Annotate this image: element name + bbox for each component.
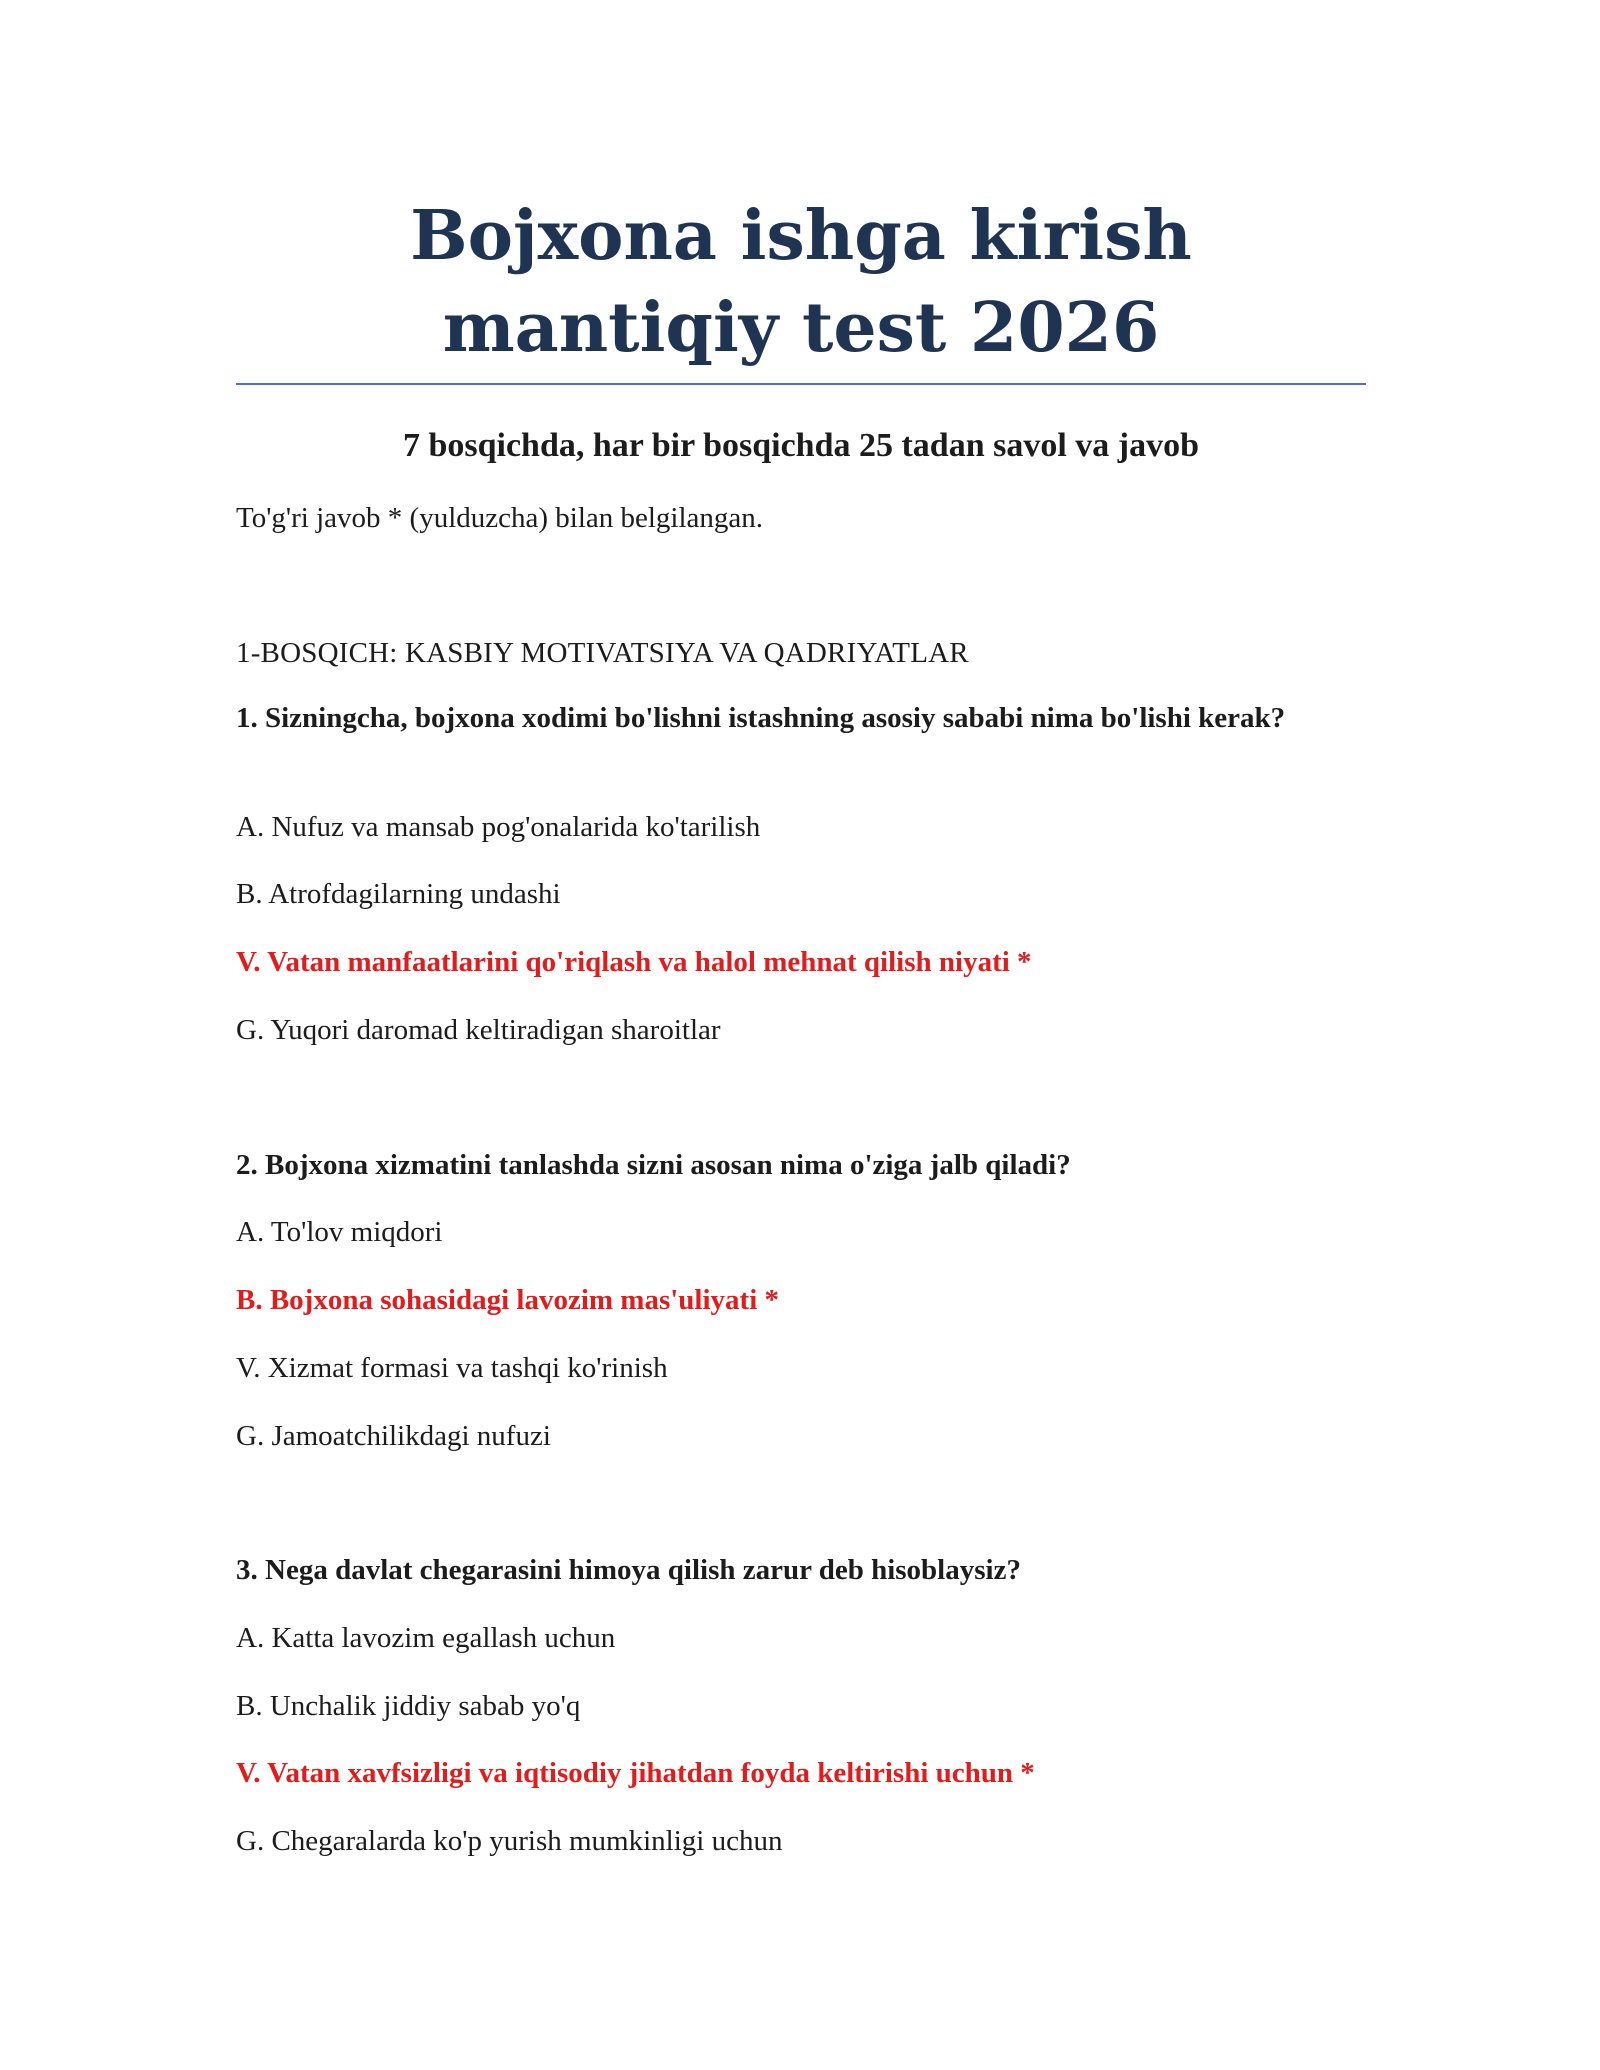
document-subtitle: 7 bosqichda, har bir bosqichda 25 tadan savol va javob xyxy=(402,427,1200,464)
question-1-option-v-correct: V. Vatan manfaatlarini qo'riqlash va halol mehnat qilish niyati * xyxy=(236,946,1032,978)
question-2-option-a: A. To'lov miqdori xyxy=(236,1216,443,1248)
question-1-option-g: G. Yuqori daromad keltiradigan sharoitlar xyxy=(236,1014,721,1046)
question-3-option-a: A. Katta lavozim egallash uchun xyxy=(236,1622,616,1654)
question-3-option-g: G. Chegaralarda ko'p yurish mumkinligi uchun xyxy=(236,1825,783,1857)
question-3: 3. Nega davlat chegarasini himoya qilish zarur deb hisoblaysiz? xyxy=(236,1554,1021,1586)
question-2-option-g: G. Jamoatchilikdagi nufuzi xyxy=(236,1420,551,1452)
question-2: 2. Bojxona xizmatini tanlashda sizni asosan nima o'ziga jalb qiladi? xyxy=(236,1149,1071,1181)
section-heading: 1-BOSQICH: KASBIY MOTIVATSIYA VA QADRIYATLAR xyxy=(236,637,969,669)
question-1-option-b: B. Atrofdagilarning undashi xyxy=(236,878,561,910)
document-title: Bojxona ishga kirish mantiqiy test 2026 xyxy=(410,196,1192,368)
title-divider xyxy=(236,383,1366,385)
question-2-option-b-correct: B. Bojxona sohasidagi lavozim mas'uliyati * xyxy=(236,1284,780,1316)
answer-key-note: To'g'ri javob * (yulduzcha) bilan belgilangan. xyxy=(236,502,764,534)
question-3-option-v-correct: V. Vatan xavfsizligi va iqtisodiy jihatdan foyda keltirishi uchun * xyxy=(236,1757,1035,1789)
question-1: 1. Sizningcha, bojxona xodimi bo'lishni istashning asosiy sababi nima bo'lishi kerak? xyxy=(236,702,1286,734)
question-3-option-b: B. Unchalik jiddiy sabab yo'q xyxy=(236,1690,581,1722)
question-1-option-a: A. Nufuz va mansab pog'onalarida ko'tarilish xyxy=(236,811,761,843)
question-2-option-v: V. Xizmat formasi va tashqi ko'rinish xyxy=(236,1352,668,1384)
